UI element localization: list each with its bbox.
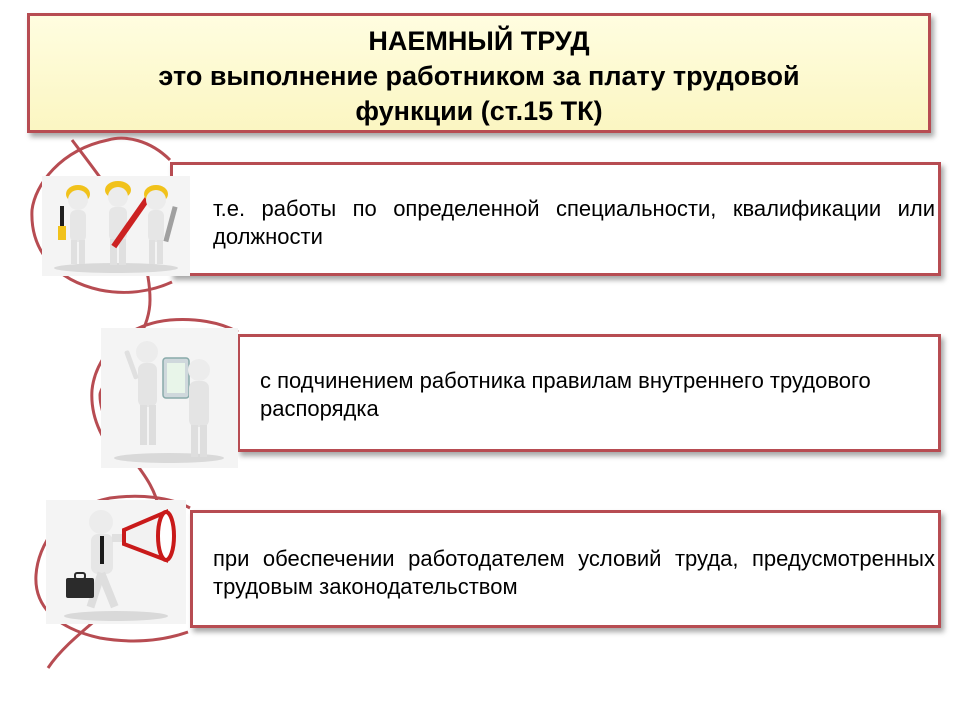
man-megaphone-briefcase-icon	[46, 500, 186, 624]
item-text-subordination: с подчинением работника правилам внутреннего трудового распорядка	[260, 368, 871, 421]
list-item	[170, 162, 941, 276]
title-box	[27, 13, 931, 133]
two-figures-tablet-icon	[101, 328, 238, 468]
title-definition-reference: функции (ст.15 ТК)	[355, 96, 603, 126]
three-workers-tools-icon	[42, 176, 190, 276]
title-heading: НАЕМНЫЙ ТРУД	[368, 26, 590, 56]
list-item	[190, 510, 941, 628]
item-text-specialty: т.е. работы по определенной специальности, квалификации или должности	[213, 196, 935, 249]
item-text-employer-conditions: при обеспечении работодателем условий труда, предусмотренных трудовым законодательством	[213, 546, 935, 599]
title-definition-line: это выполнение работником за плату трудовой	[158, 61, 800, 91]
list-item	[237, 334, 941, 452]
